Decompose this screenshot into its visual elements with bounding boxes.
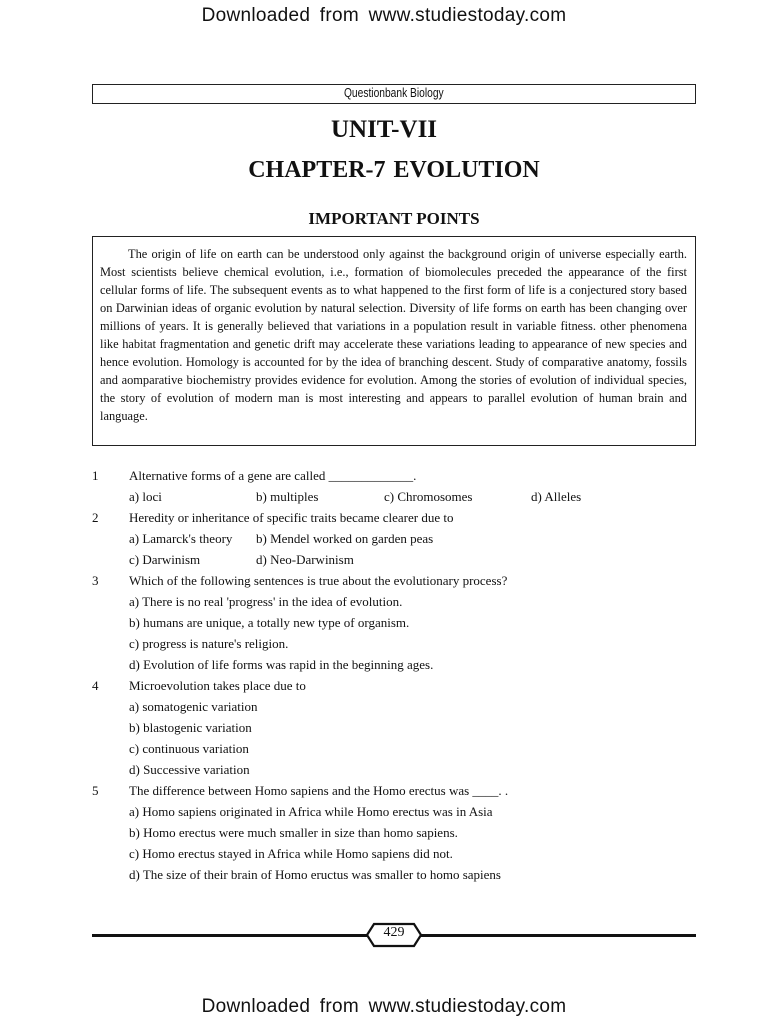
option-a: a) There is no real 'progress' in the idea of evolution. xyxy=(129,594,403,609)
footer-rule-right xyxy=(416,934,696,937)
question-4 xyxy=(92,675,712,780)
watermark-bottom: Downloaded from www.studiestoday.com xyxy=(201,996,567,1017)
option-d: d) Alleles xyxy=(531,489,582,504)
question-text: Microevolution takes place due to xyxy=(129,678,306,693)
option-d: d) Neo-Darwinism xyxy=(256,552,354,567)
question-number: 5 xyxy=(92,783,99,798)
question-number: 1 xyxy=(92,468,99,483)
option-b: b) Homo erectus were much smaller in size than homo sapiens. xyxy=(129,825,458,840)
question-row xyxy=(92,675,712,696)
question-list xyxy=(92,465,712,885)
option-b: b) blastogenic variation xyxy=(129,720,252,735)
option-c: c) Homo erectus stayed in Africa while Homo sapiens did not. xyxy=(129,846,453,861)
watermark-top: Downloaded from www.studiestoday.com xyxy=(201,5,567,26)
question-text: Alternative forms of a gene are called _____________. xyxy=(129,468,417,483)
question-3 xyxy=(92,570,712,675)
section-title: IMPORTANT POINTS xyxy=(308,209,480,228)
header-banner xyxy=(92,84,696,104)
option-a: a) loci xyxy=(129,489,162,504)
question-2 xyxy=(92,507,712,570)
option-b: b) Mendel worked on garden peas xyxy=(256,531,434,546)
option-c: c) Chromosomes xyxy=(384,489,473,504)
option-d: d) Successive variation xyxy=(129,762,250,777)
option-a: a) Lamarck's theory xyxy=(129,531,233,546)
footer-rule-left xyxy=(92,934,372,937)
option-c: c) progress is nature's religion. xyxy=(129,636,289,651)
question-row xyxy=(92,465,712,486)
question-text: Which of the following sentences is true about the evolutionary process? xyxy=(129,573,508,588)
unit-title: UNIT-VII xyxy=(330,116,438,143)
page-number: 429 xyxy=(383,925,405,940)
important-points-text: The origin of life on earth can be understood only against the background origin of universe especially earth. Most scientists believe chemical evolution, i.e., formation of biomolecules preceded the appearance of the first cellular forms of life. The subsequent events as to what happened to the first form of life is a conjectured story based on Darwinian ideas of organic evolution by natural selection. Diversity of life forms on earth has been changing over millions of years. It is generally believed that variations in a population result in variable fitness. other phenomena like habitat fragmentation and genetic drift may accelerate these variations leading to appearance of new species and hence evolution. Homology is accounted for by the idea of branching descent. Study of comparative anatomy, fossils and aomparative biochemistry provides evidence for evolution. Among the stories of evolution of individual species, the story of evolution of modern man is most interesting and appears to parallel evolution of human brain and language. xyxy=(100,247,687,423)
header-text: Questionbank Biology xyxy=(344,86,444,100)
question-text: Heredity or inheritance of specific traits became clearer due to xyxy=(129,510,454,525)
question-row xyxy=(92,780,712,801)
option-a: a) Homo sapiens originated in Africa while Homo erectus was in Asia xyxy=(129,804,493,819)
question-text: The difference between Homo sapiens and the Homo erectus was ____. . xyxy=(129,783,509,798)
option-c: c) Darwinism xyxy=(129,552,201,567)
option-a: a) somatogenic variation xyxy=(129,699,258,714)
question-5 xyxy=(92,780,712,885)
option-b: b) humans are unique, a totally new type of organism. xyxy=(129,615,410,630)
question-number: 2 xyxy=(92,510,99,525)
option-d: d) Evolution of life forms was rapid in the beginning ages. xyxy=(129,657,434,672)
option-b: b) multiples xyxy=(256,489,319,504)
question-row xyxy=(92,507,712,528)
option-d: d) The size of their brain of Homo eructus was smaller to homo sapiens xyxy=(129,867,501,882)
question-number: 4 xyxy=(92,678,99,693)
important-points-box xyxy=(92,236,696,446)
question-number: 3 xyxy=(92,573,99,588)
chapter-title: CHAPTER-7 EVOLUTION xyxy=(248,157,540,183)
option-c: c) continuous variation xyxy=(129,741,249,756)
question-1 xyxy=(92,465,712,507)
question-row xyxy=(92,570,712,591)
